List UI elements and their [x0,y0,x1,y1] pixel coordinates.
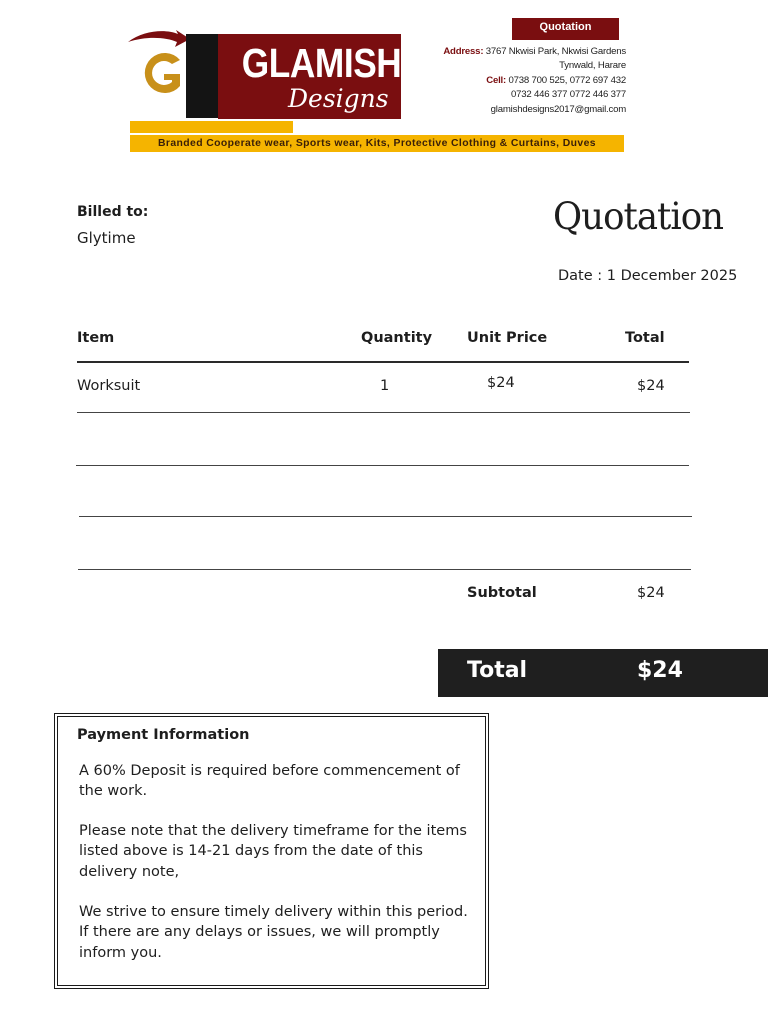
subtotal-label: Subtotal [467,585,537,601]
column-header-unit-price: Unit Price [467,330,548,346]
total-value: $24 [637,658,683,683]
table-row-divider [76,465,689,466]
logo-black-block [186,34,222,96]
billed-to-name: Glytime [77,229,136,247]
email-text: glamishdesigns2017@gmail.com [490,103,626,115]
brand-logo [218,34,401,119]
cell-label: Cell: [486,74,507,86]
cell-text: 0738 700 525, 0772 697 432 [508,74,626,86]
address-text: 3767 Nkwisi Park, Nkwisi Gardens [485,46,626,57]
total-label: Total [467,658,528,683]
logo-g-letter-icon [140,48,186,98]
row-1-item: Worksuit [77,378,141,394]
address-line-2: Tynwald, Harare [559,60,626,72]
column-header-total: Total [625,330,665,346]
row-1-unit-price: $24 [487,375,515,391]
logo-yellow-stripe [130,121,293,133]
payment-paragraph-deposit: A 60% Deposit is required before commencement of the work. [79,763,460,800]
subtotal-value: $24 [637,585,665,601]
table-header-divider [77,361,689,363]
row-1-total: $24 [637,378,665,394]
logo-swoosh-icon [126,30,190,48]
column-header-item: Item [77,330,115,346]
address-line-1 [396,45,626,59]
address-label: Address: [443,46,484,57]
payment-paragraph-timely: We strive to ensure timely delivery within this period. If there are any delays or issues, we will promptly inform you. [79,904,468,961]
column-header-quantity: Quantity [361,330,433,346]
payment-information-title: Payment Information [77,727,250,743]
brand-subtitle: Designs [288,84,389,113]
cell-line-2: 0732 446 377 0772 446 377 [510,89,626,101]
billed-to-label: Billed to: [77,204,149,220]
quotation-badge: Quotation [512,18,619,40]
tagline-bar: Branded Cooperate wear, Sports wear, Kits, Protective Clothing & Curtains, Duves [130,135,624,152]
document-date: Date : 1 December 2025 [558,268,738,284]
table-row-divider [78,569,691,570]
document-title: Quotation [553,195,724,238]
total-bar [438,649,768,697]
cell-line-1 [396,74,626,88]
row-1-quantity: 1 [380,378,390,394]
payment-information-box [54,713,489,989]
payment-paragraph-delivery: Please note that the delivery timeframe for the items listed above is 14-21 days from the date of this delivery note, [79,823,467,880]
table-row-divider [79,516,692,517]
table-row-divider [77,412,690,413]
brand-name: GLAMISH [241,40,402,86]
contact-block [396,45,626,117]
